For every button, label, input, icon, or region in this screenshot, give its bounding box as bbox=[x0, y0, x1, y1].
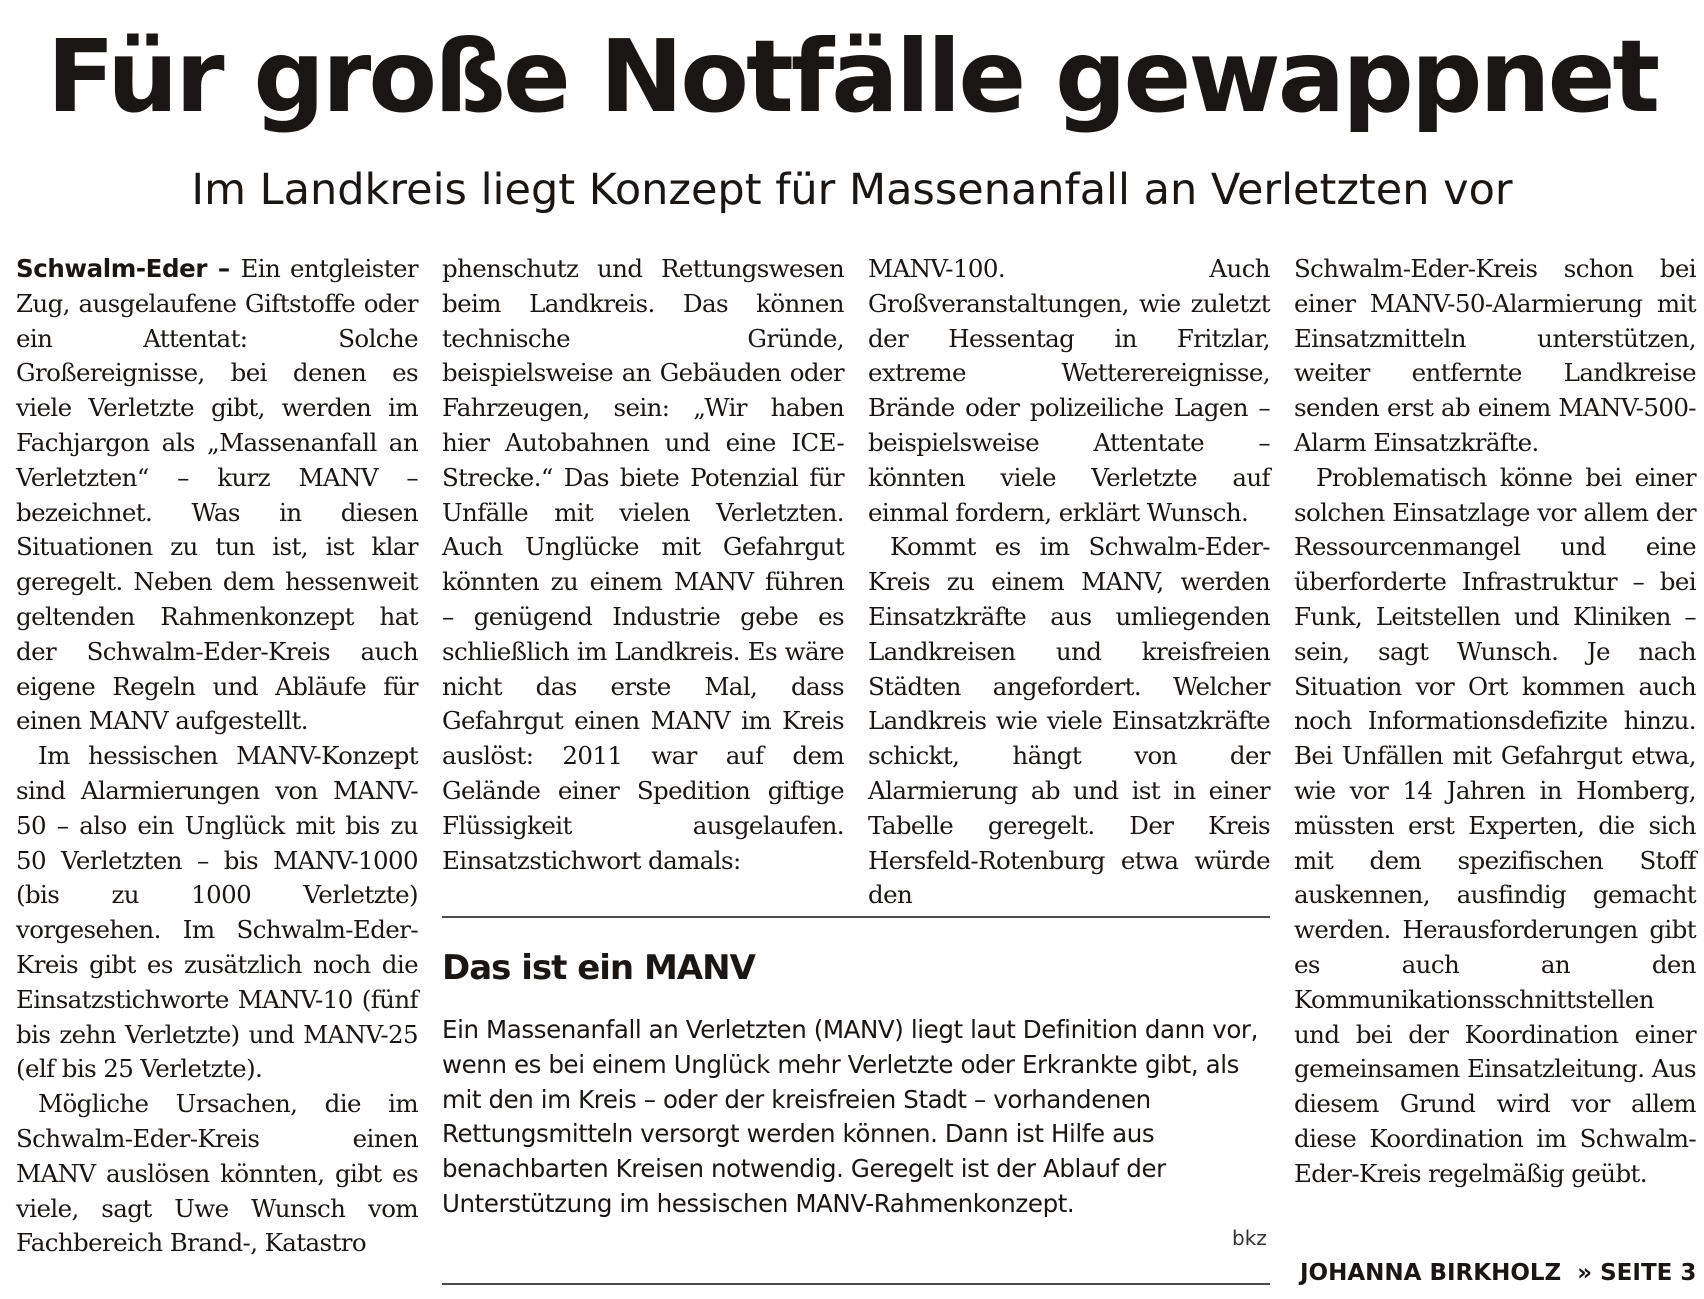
subheadline: Im Landkreis liegt Konzept für Massenanfall an Verletzten vor bbox=[191, 165, 1513, 215]
dateline: Schwalm-Eder bbox=[16, 254, 208, 283]
page-reference[interactable]: » SEITE 3 bbox=[1577, 1260, 1697, 1286]
paragraph-5: Problematisch könne bei einer solchen Einsatzlage vor allem der Ressourcenmangel und eine überforderte Infrastruktur – bei Funk, Leitstellen und Kliniken – sein, sagt Wunsch. Je nach Situation vor Ort kommen auch noch Informationsdefizite hinzu. Bei Unfällen mit Gefahrgut etwa, wie vor 14 Jahren in Homberg, müssten erst Experten, die sich mit dem spezifischen Stoff auskennen, ausfindig gemacht werden. Herausforderungen gibt es auch an den Kommunikationsschnittstellen und bei der Koordination einer gemeinsamen Einsatzleitung. Aus diesem Grund wird vor allem diese Koordination im Schwalm-Eder-Kreis regelmäßig geübt. bbox=[1294, 462, 1696, 1188]
article-column-1 bbox=[16, 252, 418, 1261]
author-line bbox=[1300, 1256, 1696, 1290]
infobox-top-rule bbox=[442, 916, 1270, 918]
paragraph-2: Im hessischen MANV-Konzept sind Alarmierungen von MANV-50 – also ein Unglück mit bis zu 50 Verletzten – bis MANV-1000 (bis zu 1000 Verletzte) vorgesehen. Im Schwalm-Eder-Kreis gibt es zusätzlich noch die Einsatzstichworte MANV-10 (fünf bis zehn Verletzte) und MANV-25 (elf bis 25 Verletzte). bbox=[16, 741, 418, 1084]
paragraph-4-continued: Schwalm-Eder-Kreis schon bei einer MANV-50-Alarmierung mit Einsatzmitteln unterstützen, weiter entfernte Landkreise senden erst ab einem MANV-500-Alarm Einsatzkräfte. bbox=[1294, 254, 1696, 457]
paragraph-3-end: MANV-100. Auch Großveranstaltungen, wie zuletzt der Hessentag in Fritzlar, extreme Wetterereignisse, Brände oder polizeiliche Lagen – beispielsweise Attentate – könnten viele Verletzte auf einmal fordern, erklärt Wunsch. bbox=[868, 254, 1270, 527]
article-column-4 bbox=[1294, 252, 1696, 1192]
infobox-text: Ein Massenanfall an Verletzten (MANV) liegt laut Definition dann vor, wenn es bei einem Unglück mehr Verletzte oder Erkrankte gibt, als mit den im Kreis – oder der kreisfreien Stadt – vorhandenen Rettungsmitteln versorgt werden können. Dann ist Hilfe aus benachbarten Kreisen notwendig. Geregelt ist der Ablauf der Unterstützung im hessischen MANV-Rahmenkonzept. bbox=[442, 1015, 1258, 1218]
article-column-3 bbox=[868, 252, 1270, 913]
headline: Für große Notfälle gewappnet bbox=[46, 18, 1658, 135]
paragraph-3: Mögliche Ursachen, die im Schwalm-Eder-Kreis einen MANV auslösen könnten, gibt es viele, sagt Uwe Wunsch vom Fachbereich Brand-, Katastro bbox=[16, 1089, 418, 1258]
paragraph-4: Kommt es im Schwalm-Eder-Kreis zu einem MANV, werden Einsatzkräfte aus umliegenden Landkreisen und kreisfreien Städten angefordert. Welcher Landkreis wie viele Einsatzkräfte schickt, hängt von der Alarmierung ab und ist in einer Tabelle geregelt. Der Kreis Hersfeld-Rotenburg etwa würde den bbox=[868, 532, 1270, 910]
author-name: JOHANNA BIRKHOLZ bbox=[1300, 1260, 1562, 1286]
infobox-signature: bkz bbox=[1232, 1226, 1267, 1250]
paragraph-3-continued: phenschutz und Rettungswesen beim Landkreis. Das können technische Gründe, beispielsweise an Gebäuden oder Fahrzeugen, sein: „Wir haben hier Autobahnen und eine ICE-Strecke.“ Das biete Potenzial für Unfälle mit vielen Verletzten. Auch Unglücke mit Gefahrgut könnten zu einem MANV führen – genügend Industrie gebe es schließlich im Landkreis. Es wäre nicht das erste Mal, dass Gefahrgut einen MANV im Kreis auslöst: 2011 war auf dem Gelände einer Spedition giftige Flüssigkeit ausgelaufen. Einsatzstichwort damals: bbox=[442, 254, 844, 875]
lead-text: Ein entgleister Zug, ausgelaufene Giftstoffe oder ein Attentat: Solche Großereignisse, bei denen es viele Verletzte gibt, werden im Fachjargon als „Massenanfall an Verletzten“ – kurz MANV – bezeichnet. Was in diesen Situationen zu tun ist, ist klar geregelt. Neben dem hessenweit geltenden Rahmenkonzept hat der Schwalm-Eder-Kreis auch eigene Regeln und Abläufe für einen MANV aufgestellt. bbox=[16, 254, 418, 736]
article-column-2 bbox=[442, 252, 844, 878]
lead-paragraph: Schwalm-Eder – Ein entgleister Zug, ausgelaufene Giftstoffe oder ein Attentat: Solche Großereignisse, bei denen es viele Verletzte gibt, werden im Fachjargon als „Massenanfall an Verletzten“ – kurz MANV – bezeichnet. Was in diesen Situationen zu tun ist, ist klar geregelt. Neben dem hessenweit geltenden Rahmenkonzept hat der Schwalm-Eder-Kreis auch eigene Regeln und Abläufe für einen MANV aufgestellt. bbox=[16, 254, 418, 736]
infobox-title: Das ist ein MANV bbox=[442, 948, 755, 988]
infobox-bottom-rule bbox=[442, 1283, 1270, 1285]
